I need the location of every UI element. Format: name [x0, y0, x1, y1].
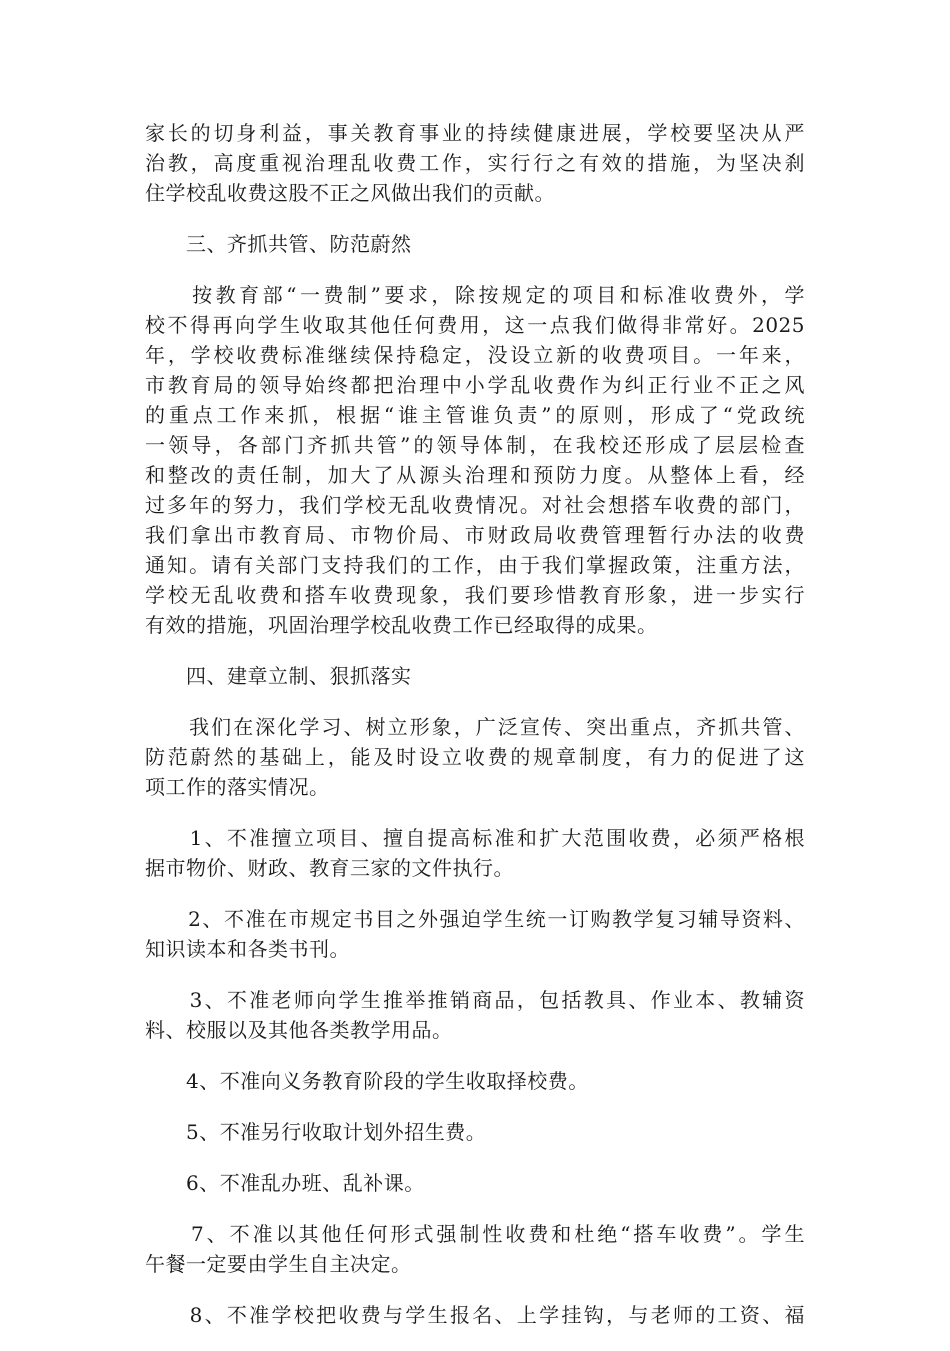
- paragraph: [145, 280, 805, 640]
- text-line: 和整改的责任制，加大了从源头治理和预防力度。从整体上看，经: [145, 463, 805, 487]
- text-line: 市教育局的领导始终都把治理中小学乱收费作为纠正行业不正之风: [145, 373, 805, 397]
- text-line: 午餐一定要由学生自主决定。: [145, 1252, 412, 1276]
- paragraph: [145, 1300, 805, 1330]
- text-line: 1、不准擅立项目、擅自提高标准和扩大范围收费，必须严格根: [145, 826, 805, 850]
- paragraph: [145, 118, 805, 208]
- paragraph: [145, 1066, 805, 1096]
- paragraph: [145, 823, 805, 883]
- text-line: 学校无乱收费和搭车收费现象，我们要珍惜教育形象，进一步实行: [145, 583, 805, 607]
- paragraph: [145, 712, 805, 802]
- text-line: 7、不准以其他任何形式强制性收费和杜绝“搭车收费”。学生: [145, 1222, 805, 1246]
- text-line: 住学校乱收费这股不正之风做出我们的贡献。: [145, 181, 555, 205]
- text-line: 6、不准乱办班、乱补课。: [145, 1171, 425, 1195]
- paragraph: [145, 1117, 805, 1147]
- document-page: [145, 118, 805, 1351]
- text-line: 按教育部“一费制”要求，除按规定的项目和标准收费外，学: [145, 283, 805, 307]
- text-line: 我们拿出市教育局、市物价局、市财政局收费管理暂行办法的收费: [145, 523, 805, 547]
- text-line: 我们在深化学习、树立形象，广泛宣传、突出重点，齐抓共管、: [145, 715, 805, 739]
- text-line: 料、校服以及其他各类教学用品。: [145, 1018, 453, 1042]
- text-line: 2、不准在市规定书目之外强迫学生统一订购教学复习辅导资料、: [145, 907, 805, 931]
- text-line: 过多年的努力，我们学校无乱收费情况。对社会想搭车收费的部门，: [145, 493, 805, 517]
- text-line: 4、不准向义务教育阶段的学生收取择校费。: [145, 1069, 589, 1093]
- paragraph: [145, 1219, 805, 1279]
- text-line: 知识读本和各类书刊。: [145, 937, 350, 961]
- text-line: 项工作的落实情况。: [145, 775, 330, 799]
- text-line: 年，学校收费标准继续保持稳定，没设立新的收费项目。一年来，: [145, 343, 805, 367]
- text-line: 治教，高度重视治理乱收费工作，实行行之有效的措施，为坚决刹: [145, 151, 805, 175]
- text-line: 家长的切身利益，事关教育事业的持续健康进展，学校要坚决从严: [145, 121, 805, 145]
- text-line: 通知。请有关部门支持我们的工作，由于我们掌握政策，注重方法，: [145, 553, 805, 577]
- text-line: 一领导，各部门齐抓共管”的领导体制，在我校还形成了层层检查: [145, 433, 805, 457]
- text-line: 的重点工作来抓，根据“谁主管谁负责”的原则，形成了“党政统: [145, 403, 805, 427]
- text-line: 校不得再向学生收取其他任何费用，这一点我们做得非常好。2025: [145, 313, 805, 337]
- text-line: 有效的措施，巩固治理学校乱收费工作已经取得的成果。: [145, 613, 658, 637]
- text-line: 三、齐抓共管、防范蔚然: [145, 232, 412, 256]
- paragraph: [145, 985, 805, 1045]
- text-line: 防范蔚然的基础上，能及时设立收费的规章制度，有力的促进了这: [145, 745, 805, 769]
- paragraph: [145, 1168, 805, 1198]
- text-line: 5、不准另行收取计划外招生费。: [145, 1120, 487, 1144]
- paragraph: [145, 661, 805, 691]
- text-line: 据市物价、财政、教育三家的文件执行。: [145, 856, 514, 880]
- text-line: 8、不准学校把收费与学生报名、上学挂钩，与老师的工资、福: [145, 1303, 805, 1327]
- text-line: 四、建章立制、狠抓落实: [145, 664, 412, 688]
- paragraph: [145, 904, 805, 964]
- text-line: 3、不准老师向学生推举推销商品，包括教具、作业本、教辅资: [145, 988, 805, 1012]
- paragraph: [145, 229, 805, 259]
